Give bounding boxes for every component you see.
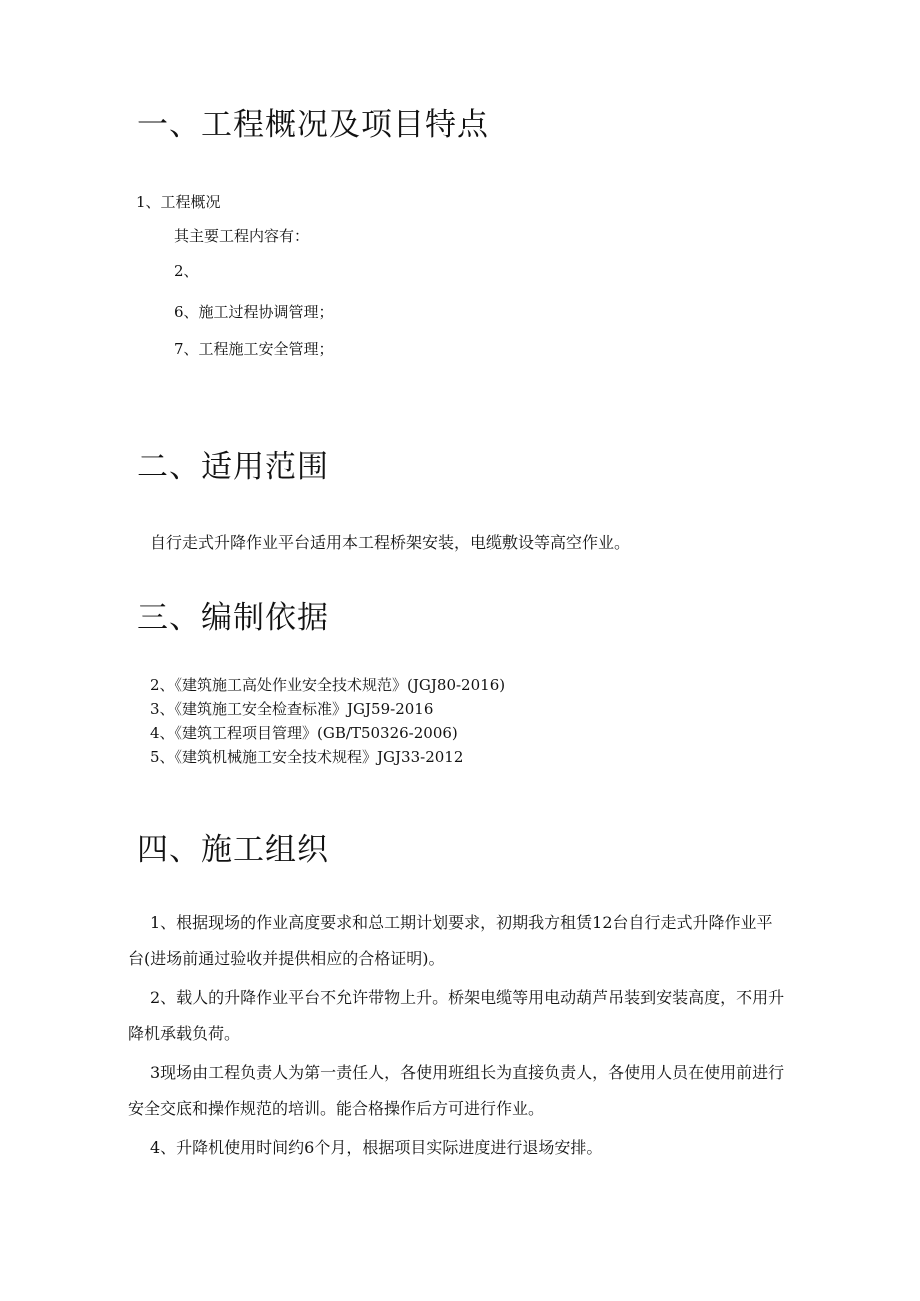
organization-paragraph: 3现场由工程负责人为第一责任人，各使用班组长为直接负责人，各使用人员在使用前进行安全交底和操作规范的培训。能合格操作后方可进行作业。	[128, 1063, 785, 1118]
section-4-heading: 四、施工组织	[137, 832, 329, 868]
section-1-subheading: 1、工程概况	[136, 193, 221, 211]
organization-paragraph: 2、载人的升降作业平台不允许带物上升。桥架电缆等用电动葫芦吊装到安装高度，不用升降机承载负荷。	[128, 988, 785, 1043]
reference-item: 4、《建筑工程项目管理》(GB/T50326-2006)	[150, 724, 458, 742]
reference-item: 3、《建筑施工安全检查标准》JGJ59-2016	[150, 700, 434, 718]
organization-paragraph: 4、升降机使用时间约6个月，根据项目实际进度进行退场安排。	[150, 1138, 603, 1157]
section-2-heading: 二、适用范围	[137, 449, 329, 485]
section-1-heading: 一、工程概况及项目特点	[137, 107, 489, 143]
section-1-line: 6、施工过程协调管理；	[174, 303, 334, 321]
section-1-line: 其主要工程内容有：	[174, 227, 310, 245]
reference-item: 5、《建筑机械施工安全技术规程》JGJ33-2012	[150, 748, 464, 766]
section-3-heading: 三、编制依据	[137, 600, 329, 636]
reference-item: 2、《建筑施工高处作业安全技术规范》(JGJ80-2016)	[150, 676, 506, 694]
section-2-body: 自行走式升降作业平台适用本工程桥架安装，电缆敷设等高空作业。	[150, 533, 631, 552]
organization-paragraph: 1、根据现场的作业高度要求和总工期计划要求，初期我方租赁12台自行走式升降作业平台(进场前通过验收并提供相应的合格证明)。	[128, 913, 773, 968]
section-1-line: 7、工程施工安全管理；	[174, 340, 334, 358]
section-1-line: 2、	[174, 262, 199, 280]
